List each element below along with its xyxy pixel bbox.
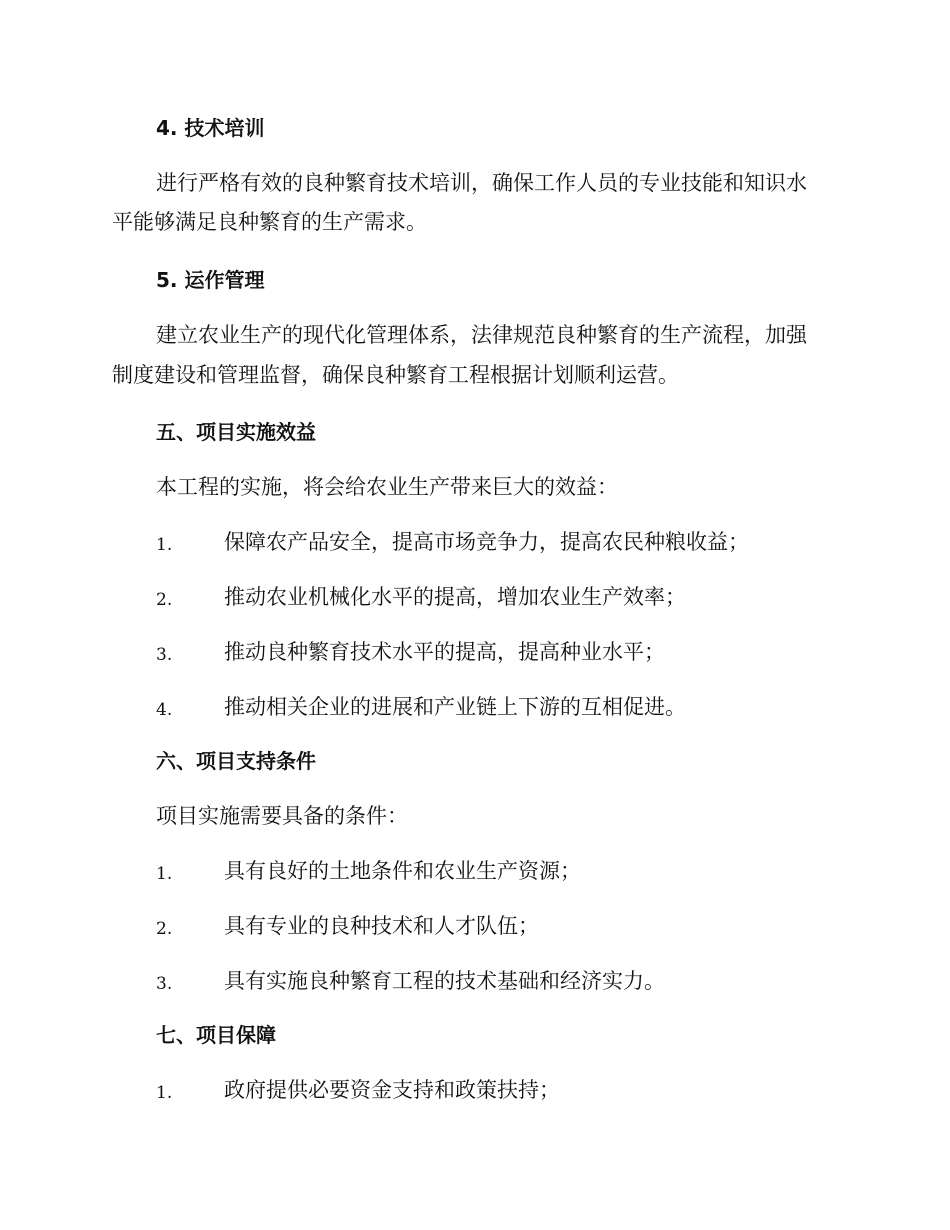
section-heading-guarantee: 七、项目保障 [156, 1023, 276, 1047]
list-item-number: 1. [156, 535, 173, 555]
list-item [0, 966, 900, 996]
list-item [0, 1075, 900, 1105]
paragraph-line: 制度建设和管理监督，确保良种繁育工程根据计划顺利运营。 [112, 363, 679, 387]
list-item [0, 692, 900, 722]
list-item-text: 具有良好的土地条件和农业生产资源； [224, 859, 581, 883]
list-item-text: 具有实施良种繁育工程的技术基础和经济实力。 [224, 969, 665, 993]
section-heading-operation-management: 5. 运作管理 [156, 268, 265, 292]
list-item-text: 保障农产品安全，提高市场竞争力，提高农民种粮收益； [224, 530, 749, 554]
section-intro: 本工程的实施，将会给农业生产带来巨大的效益： [156, 475, 618, 499]
paragraph-line: 进行严格有效的良种繁育技术培训，确保工作人员的专业技能和知识水 [156, 171, 807, 195]
section-intro: 项目实施需要具备的条件： [156, 804, 408, 828]
section-heading-tech-training: 4. 技术培训 [156, 116, 265, 140]
list-item-number: 3. [156, 645, 173, 665]
list-item-text: 推动相关企业的进展和产业链上下游的互相促进。 [224, 695, 686, 719]
list-item [0, 856, 900, 886]
list-item [0, 527, 900, 557]
list-item-number: 1. [156, 1083, 173, 1103]
list-item-number: 1. [156, 864, 173, 884]
paragraph-line: 建立农业生产的现代化管理体系，法律规范良种繁育的生产流程，加强 [156, 323, 807, 347]
section-heading-benefits: 五、项目实施效益 [156, 420, 316, 444]
list-item-number: 2. [156, 590, 173, 610]
list-item-number: 2. [156, 919, 173, 939]
list-item [0, 582, 900, 612]
list-item-number: 3. [156, 974, 173, 994]
paragraph-line: 平能够满足良种繁育的生产需求。 [112, 210, 427, 234]
list-item-text: 推动良种繁育技术水平的提高，提高种业水平； [224, 640, 665, 664]
list-item-text: 具有专业的良种技术和人才队伍； [224, 914, 539, 938]
list-item-number: 4. [156, 700, 173, 720]
section-heading-support: 六、项目支持条件 [156, 749, 316, 773]
list-item [0, 637, 900, 667]
list-item [0, 911, 900, 941]
list-item-text: 推动农业机械化水平的提高，增加农业生产效率； [224, 585, 686, 609]
list-item-text: 政府提供必要资金支持和政策扶持； [224, 1078, 560, 1102]
